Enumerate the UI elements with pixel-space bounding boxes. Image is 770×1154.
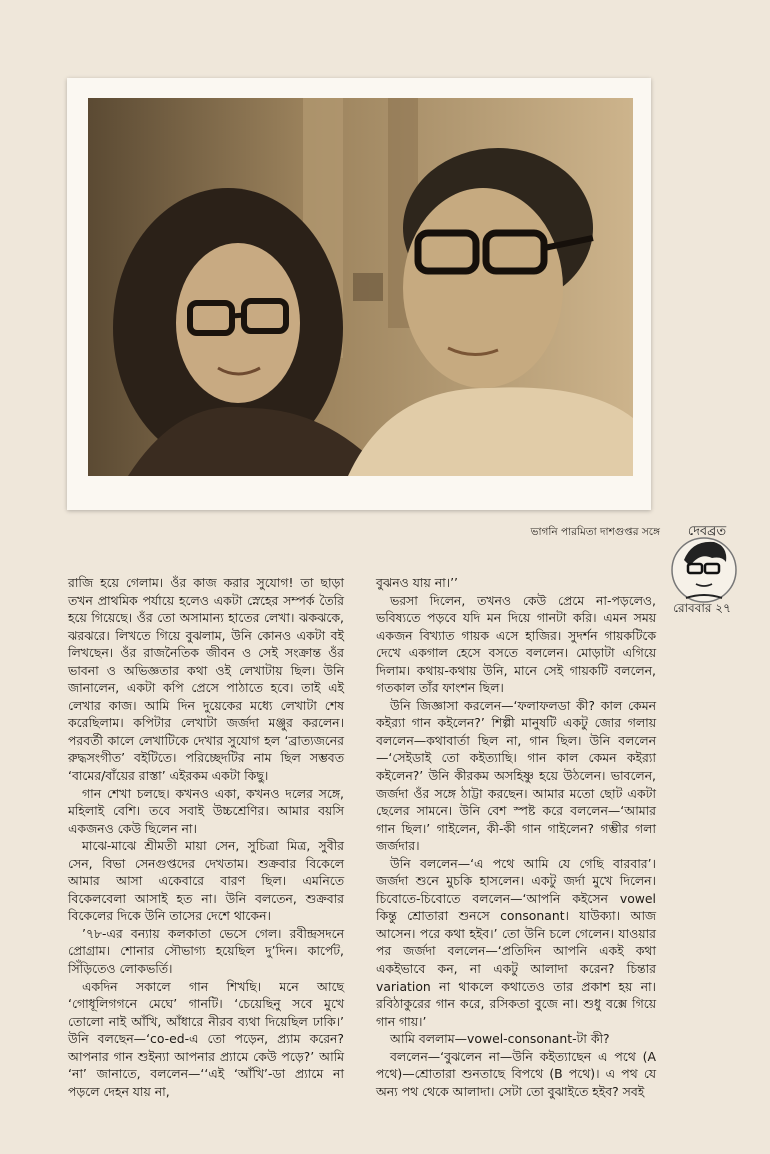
paragraph: গান শেখা চলছে। কখনও একা, কখনও দলের সঙ্গে, মহিলাই বেশি। তবে সবাই উচ্চশ্রেণির। আমার বয়সি একজনও কেউ ছিলেন না।: [68, 785, 344, 836]
stamp-bottom-text: রোববার ২৭: [673, 601, 731, 615]
photo-illustration: [88, 98, 633, 476]
paragraph: ’৭৮-এর বন্যায় কলকাতা ভেসে গেল। রবীন্দ্রসদনে প্রোগ্রাম। শোনার সৌভাগ্য হয়েছিল দু’দিন। কার্পেট, সিঁড়িতেও লোকভর্তি।: [68, 925, 344, 977]
stamp-top-text: দেবব্রত: [687, 524, 727, 539]
paragraph: উনি বললেন—‘এ পথে আমি যে গেছি বারবার’। জর্জদা শুনে মুচকি হাসলেন। একটু জর্দা মুখে দিলেন। চিবোতে-চিবোতে বললেন—‘আপনি কইসেন vowel কিন্তু শ্রোতারা শুনসে consonant। যাউক্যা। আজ আসেন। পরে কথা হইব।’ তো উনি চলে গেলেন। যাওয়ার পর জর্জদা বললেন—‘প্রতিদিন আপনি একই কথা একইভাবে কন, না একটু আলাদা করেন? চিন্তার variation না থাকলে কথাতেও তার প্রকাশ হয় না। রবিঠাকুরের গান করে, রসিকতা বুজে না। শুধু বক্সে গিয়ে গান গায়।’: [376, 855, 656, 1029]
paragraph: উনি জিজ্ঞাসা করলেন—‘ফলাফলডা কী? কাল কেমন কইর‍্যা গান কইলেন?’ শিল্পী মানুষটি একটু জোর গলায় বললেন—কথাবার্তা ছিল না, গান ছিল। উনি বললেন—‘সেইডাই তো কইত্যাছি। গান কাল কেমন কইর‍্যা কইলেন?’ উনি কীরকম অসহিষ্ণু হয়ে উঠলেন। ভাবলেন, জর্জদা ওঁর সঙ্গে ঠাট্টা করছেন। আমার মতো ছোট একটা ছেলের সামনে। উনি বেশ স্পষ্ট করে বললেন—‘আমার গান ছিল।’ গাইলেন, কী-কী গান গাইলেন? গম্ভীর গলা জর্জদার।: [376, 697, 656, 854]
left-column: [68, 574, 344, 1100]
photograph: [88, 98, 633, 476]
photo-frame: [67, 78, 651, 510]
paragraph: রাজি হয়ে গেলাম। ওঁর কাজ করার সুযোগ! তা ছাড়া তখন প্রাথমিক পর্যায়ে হলেও একটা স্নেহের সম্পর্ক তৈরি হয়ে গিয়েছে। ওঁর তো অসামান্য হাতের লেখা। ঝকঝকে, ঝরঝরে। লিখতে গিয়ে বুঝলাম, উনি কোনও একটা বই লিখছেন। ওঁর রাজনৈতিক জীবন ও সেই সংক্রান্ত ওঁর ভাবনা ও অভিজ্ঞতার কথা ওই লেখাটায় ছিল। উনি জানালেন, একটা কপি প্রেসে পাঠাতে হবে। তাই এই লেখার কাজ। আমি দিন দুয়েকের মধ্যে লেখাটা শেষ করেছিলাম। কপিটার লেখাটা জর্জদা মঞ্জুর করলেন। পরবর্তী কালে লেখাটিকে দেখার সুযোগ হল ‘ব্রাত্যজনের রুদ্ধসংগীত’ বইটিতে। পরিচ্ছেদটির নাম ছিল সম্ভবত ‘বামের/বাঁয়ের রাস্তা’ এইরকম একটা কিছু।: [68, 575, 344, 784]
paragraph: ভরসা দিলেন, তখনও কেউ প্রেমে না-পড়লেও, ভবিষ্যতে পড়বে যদি মন দিয়ে গানটা করি। এমন সময় একজন বিখ্যাত গায়ক এসে হাজির। সুদর্শন গায়কটিকে দেখে একগাল হেসে বসতে বললেন। মোড়াটা এগিয়ে দিলাম। কথায়-কথায় উনি, মানে সেই গায়কটি বললেন, গতকাল তাঁর ফাংশন ছিল।: [376, 592, 656, 696]
paragraph: মাঝে-মাঝে শ্রীমতী মায়া সেন, সুচিত্রা মিত্র, সুবীর সেন, বিভা সেনগুপ্তদের দেখতাম। শুক্রবার বিকেলে আমার আসা একেবারে বারণ ছিল। এমনিতে বিকেলবেলা আসাই হত না। উনি বলতেন, শুক্রবার বিকেলের দিকে উনি তাসের দেশে থাকেন।: [68, 838, 344, 924]
paragraph: বললেন—‘বুঝলেন না—উনি কইত্যাছেন এ পথে (A পথে)—শ্রোতারা শুনতাছে বিপথে (B পথে)। এ পথ যে অন্য পথ থেকে আলাদা। সেটা তো বুঝাইতে হইব? সবই: [376, 1048, 656, 1099]
right-column: [376, 574, 656, 1100]
photo-caption: ভাগনি পারমিতা দাশগুপ্তর সঙ্গে: [530, 526, 660, 538]
rabbar-stamp: [662, 522, 742, 622]
paragraph: আমি বললাম—vowel-consonant-টা কী?: [390, 1031, 610, 1047]
paragraph: বুঝনও যায় না।’’: [376, 575, 458, 590]
paragraph: একদিন সকালে গান শিখছি। মনে আছে ‘গোধূলিগগনে মেঘে’ গানটি। ‘চেয়েছিনু সবে মুখে তোলো নাই আঁখি, আঁধারে নীরব ব্যথা দিয়েছিল ঢাকি।’ উনি বলছেন—‘co-ed-এ তো পড়েন, প্র্যাম করেন? আপনার গান শুইন্যা আপনার প্র্যামে কেউ পড়ে?’ আমি ‘না’ জানাতে, বললেন—‘‘এই ‘আঁখি’-ডা প্র্যামে না পড়লে দেহন যায় না,: [68, 978, 344, 1099]
